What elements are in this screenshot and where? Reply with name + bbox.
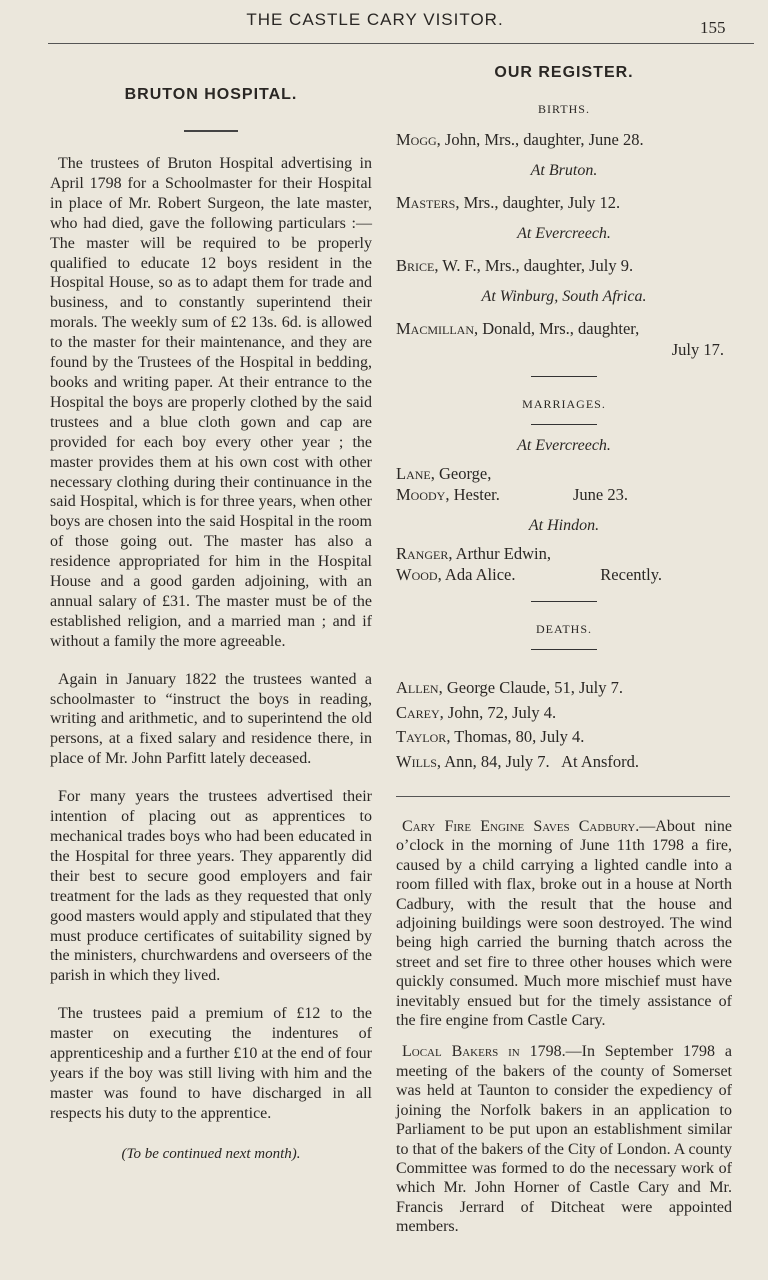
running-title: THE CASTLE CARY VISITOR. [246, 10, 504, 29]
births-heading: BIRTHS. [538, 102, 590, 116]
marriage-date: June 23. [573, 485, 628, 504]
title-dash [184, 130, 238, 132]
death-entry: Carey, John, 72, July 4. [396, 702, 557, 722]
continued-note: (To be continued next month). [121, 1145, 301, 1162]
column-rule [396, 796, 730, 797]
marriage-entry: Ranger, Arthur Edwin, Wood, Ada Alice. Recently. [396, 544, 662, 584]
death-entry: Wills, Ann, 84, July 7. At Ansford. [396, 751, 640, 771]
marriage-date: Recently. [600, 565, 662, 584]
right-column [396, 60, 732, 1237]
death-entry: Taylor, Thomas, 80, July 4. [396, 727, 585, 746]
register-title: OUR REGISTER. [494, 64, 634, 81]
place-heading: At Hindon. [528, 517, 600, 534]
birth-entry: Brice, W. F., Mrs., daughter, July 9. [396, 256, 634, 275]
section-rule [531, 649, 597, 650]
death-entry: Allen, George Claude, 51, July 7. [396, 678, 623, 697]
left-column [50, 60, 372, 1163]
deaths-list [396, 676, 732, 774]
place-heading: At Evercreech. [517, 225, 611, 242]
section-rule [531, 424, 597, 425]
paragraph: The trustees of Bruton Hospital advertising in April 1798 for a Schoolmaster for their Hospital in place of Mr. Robert Surgeon, the late master, who had died, gave the following particulars :—The master will be required to be properly qualified to educate 12 boys resident in the Hospital House, so as to adapt them for trade and business, and to constantly superintend their morals. The weekly sum of £2 13s. 6d. is allowed to the master for their maintenance, and they are found by the Trustees of the Hospital in bedding, books and writing paper. At their entrance to the Hospital the boys are properly clothed by the said trustees and a blue cloth gown and cap are provided for each boy every other year ; the master provides them at his own cost with other necessary clothing during their continuance in the said Hospital, which is for three years, when other boys are chosen into the said Hospital in the room of those going out. The master has also a residence appropriated for him in the Hospital House and a good garden adjoining, with an annual salary of £31. The master must be of the established religion, and a married man ; and if without a family the more agreeable. [50, 155, 372, 650]
article-title: BRUTON HOSPITAL. [124, 86, 298, 103]
marriages-heading: MARRIAGES. [522, 397, 606, 411]
header-rule [48, 43, 754, 44]
birth-entry: Masters, Mrs., daughter, July 12. [396, 193, 621, 212]
marriage-entry: Lane, George, Moody, Hester. June 23. [396, 464, 628, 504]
birth-entry: Mogg, John, Mrs., daughter, June 28. [396, 130, 644, 149]
place-heading: At Evercreech. [517, 437, 611, 454]
news-item: Local Bakers in 1798.—In September 1798 a meeting of the bakers of the county of Somerset was held at Taunton to consider the expediency of joining the Norfolk bakers in an application to Parliament to be put upon an establishment similar to that of the bakers of the City of London. A county Committee was formed to do the necessary work of which Mr. John Horner of Castle Cary and Mr. Francis Jerrard of Ditcheat were appointed members. [396, 1043, 733, 1236]
section-rule [531, 601, 597, 602]
deaths-heading: DEATHS. [535, 622, 592, 636]
place-heading: At Bruton. [530, 162, 598, 179]
news-heading: Cary Fire Engine Saves Cadbury. [402, 818, 640, 835]
news-heading: Local Bakers in 1798. [402, 1043, 566, 1061]
section-rule [531, 376, 597, 377]
paragraph: For many years the trustees advertised their intention of placing out as apprentices to mechanical trades boys who had been educated in the Hospital for three years. They apparently did their best to secure good employers and fair treatment for the lads as they requested that only good masters would apply and stipulated that they must produce certificates of suitability signed by the ministers, churchwardens and overseers of the parish in which they lived. [50, 788, 372, 985]
paragraph: Again in January 1822 the trustees wanted a schoolmaster to “instruct the boys in reading, writing and arithmetic, and to superintend the old persons, at a fixed salary and residence there, in place of Mr. John Parfitt lately deceased. [50, 670, 372, 768]
birth-entry: Macmillan, Donald, Mrs., daughter, July 17. [396, 319, 724, 359]
paragraph: The trustees paid a premium of £12 to the master on executing the indentures of apprenticeship and a further £10 at the end of four years if the boy was still living with him and the master was found to have discharged in all respects his duty to the apprentice. [50, 1005, 372, 1122]
news-item: Cary Fire Engine Saves Cadbury.—About nine o’clock in the morning of June 11th 1798 a fire, caused by a child carrying a lighted candle into a room filled with flax, broke out in a house at North Cadbury, with the result that the house and adjoining buildings were soon destroyed. The wind being high carried the burning thatch across the street and set fire to three other houses which were quickly consumed. Much more mischief must have inevitably ensued but for the timely assistance of the fire engine from Castle Cary. [396, 818, 732, 1030]
page-number: 155 [700, 18, 726, 37]
place-heading: At Winburg, South Africa. [481, 288, 647, 305]
